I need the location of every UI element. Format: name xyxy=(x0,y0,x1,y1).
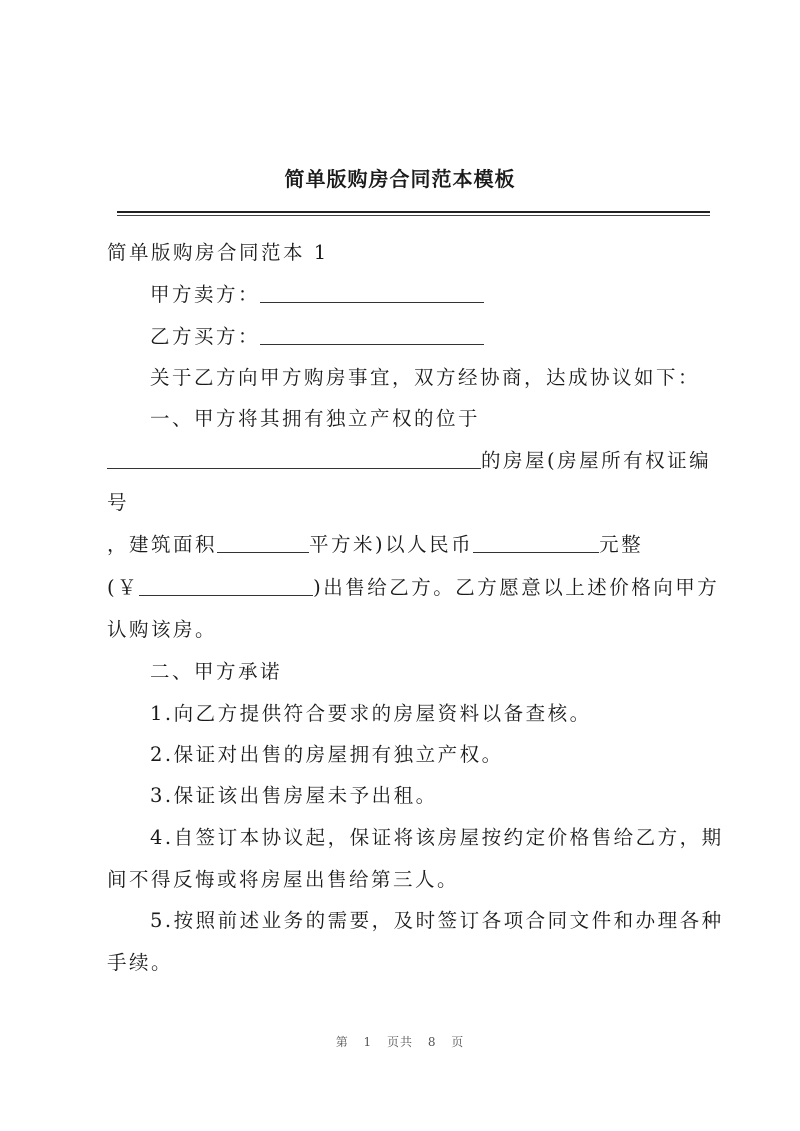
clause2-item1: 1.向乙方提供符合要求的房屋资料以备查核。 xyxy=(150,702,592,725)
section-heading: 简单版购房合同范本 1 xyxy=(107,241,329,264)
party-a-label: 甲方卖方： xyxy=(150,283,261,306)
clause2-item5-line1: 5.按照前述业务的需要，及时签订各项合同文件和办理各种 xyxy=(150,909,724,932)
yen-label: (￥ xyxy=(107,576,140,599)
price-unit: 元整 xyxy=(599,533,644,556)
title-divider-thin xyxy=(117,215,710,216)
price-blank[interactable] xyxy=(473,534,599,553)
price-label: 平方米)以人民币 xyxy=(309,533,474,556)
area-label: ，建筑面积 xyxy=(107,533,218,556)
clause1-line1: 一、甲方将其拥有独立产权的位于 xyxy=(150,407,481,430)
clause1-line4 xyxy=(107,529,643,557)
party-a-blank[interactable] xyxy=(260,284,484,303)
clause2-item4-line1: 4.自签订本协议起，保证将该房屋按约定价格售给乙方，期 xyxy=(150,826,724,849)
title-divider xyxy=(117,211,710,213)
party-b-line xyxy=(150,321,484,349)
area-blank[interactable] xyxy=(217,534,309,553)
clause2-item3: 3.保证该出售房屋未予出租。 xyxy=(150,784,438,807)
clause1-line2 xyxy=(107,445,711,473)
clause2-item2: 2.保证对出售的房屋拥有独立产权。 xyxy=(150,743,504,766)
clause1-line5 xyxy=(107,572,719,600)
address-blank[interactable] xyxy=(107,450,481,469)
party-b-label: 乙方买方： xyxy=(150,325,261,348)
clause1-line3: 号 xyxy=(107,491,130,514)
page-footer: 第 1 页共 8 页 xyxy=(335,1035,465,1049)
yen-amount-blank[interactable] xyxy=(139,577,313,596)
party-a-line xyxy=(150,279,484,307)
clause2-item4-line2: 间不得反悔或将房屋出售给第三人。 xyxy=(107,868,460,891)
clause2-item5-line2: 手续。 xyxy=(107,951,174,974)
clause1-line6: 认购该房。 xyxy=(107,618,218,641)
party-b-blank[interactable] xyxy=(260,326,484,345)
intro-paragraph: 关于乙方向甲方购房事宜，双方经协商，达成协议如下： xyxy=(150,366,701,389)
clause1-line5-text: )出售给乙方。乙方愿意以上述价格向甲方 xyxy=(313,576,720,599)
clause1-line2-text: 的房屋(房屋所有权证编 xyxy=(481,449,712,472)
document-title: 简单版购房合同范本模板 xyxy=(284,167,516,191)
clause2-heading: 二、甲方承诺 xyxy=(150,660,283,683)
